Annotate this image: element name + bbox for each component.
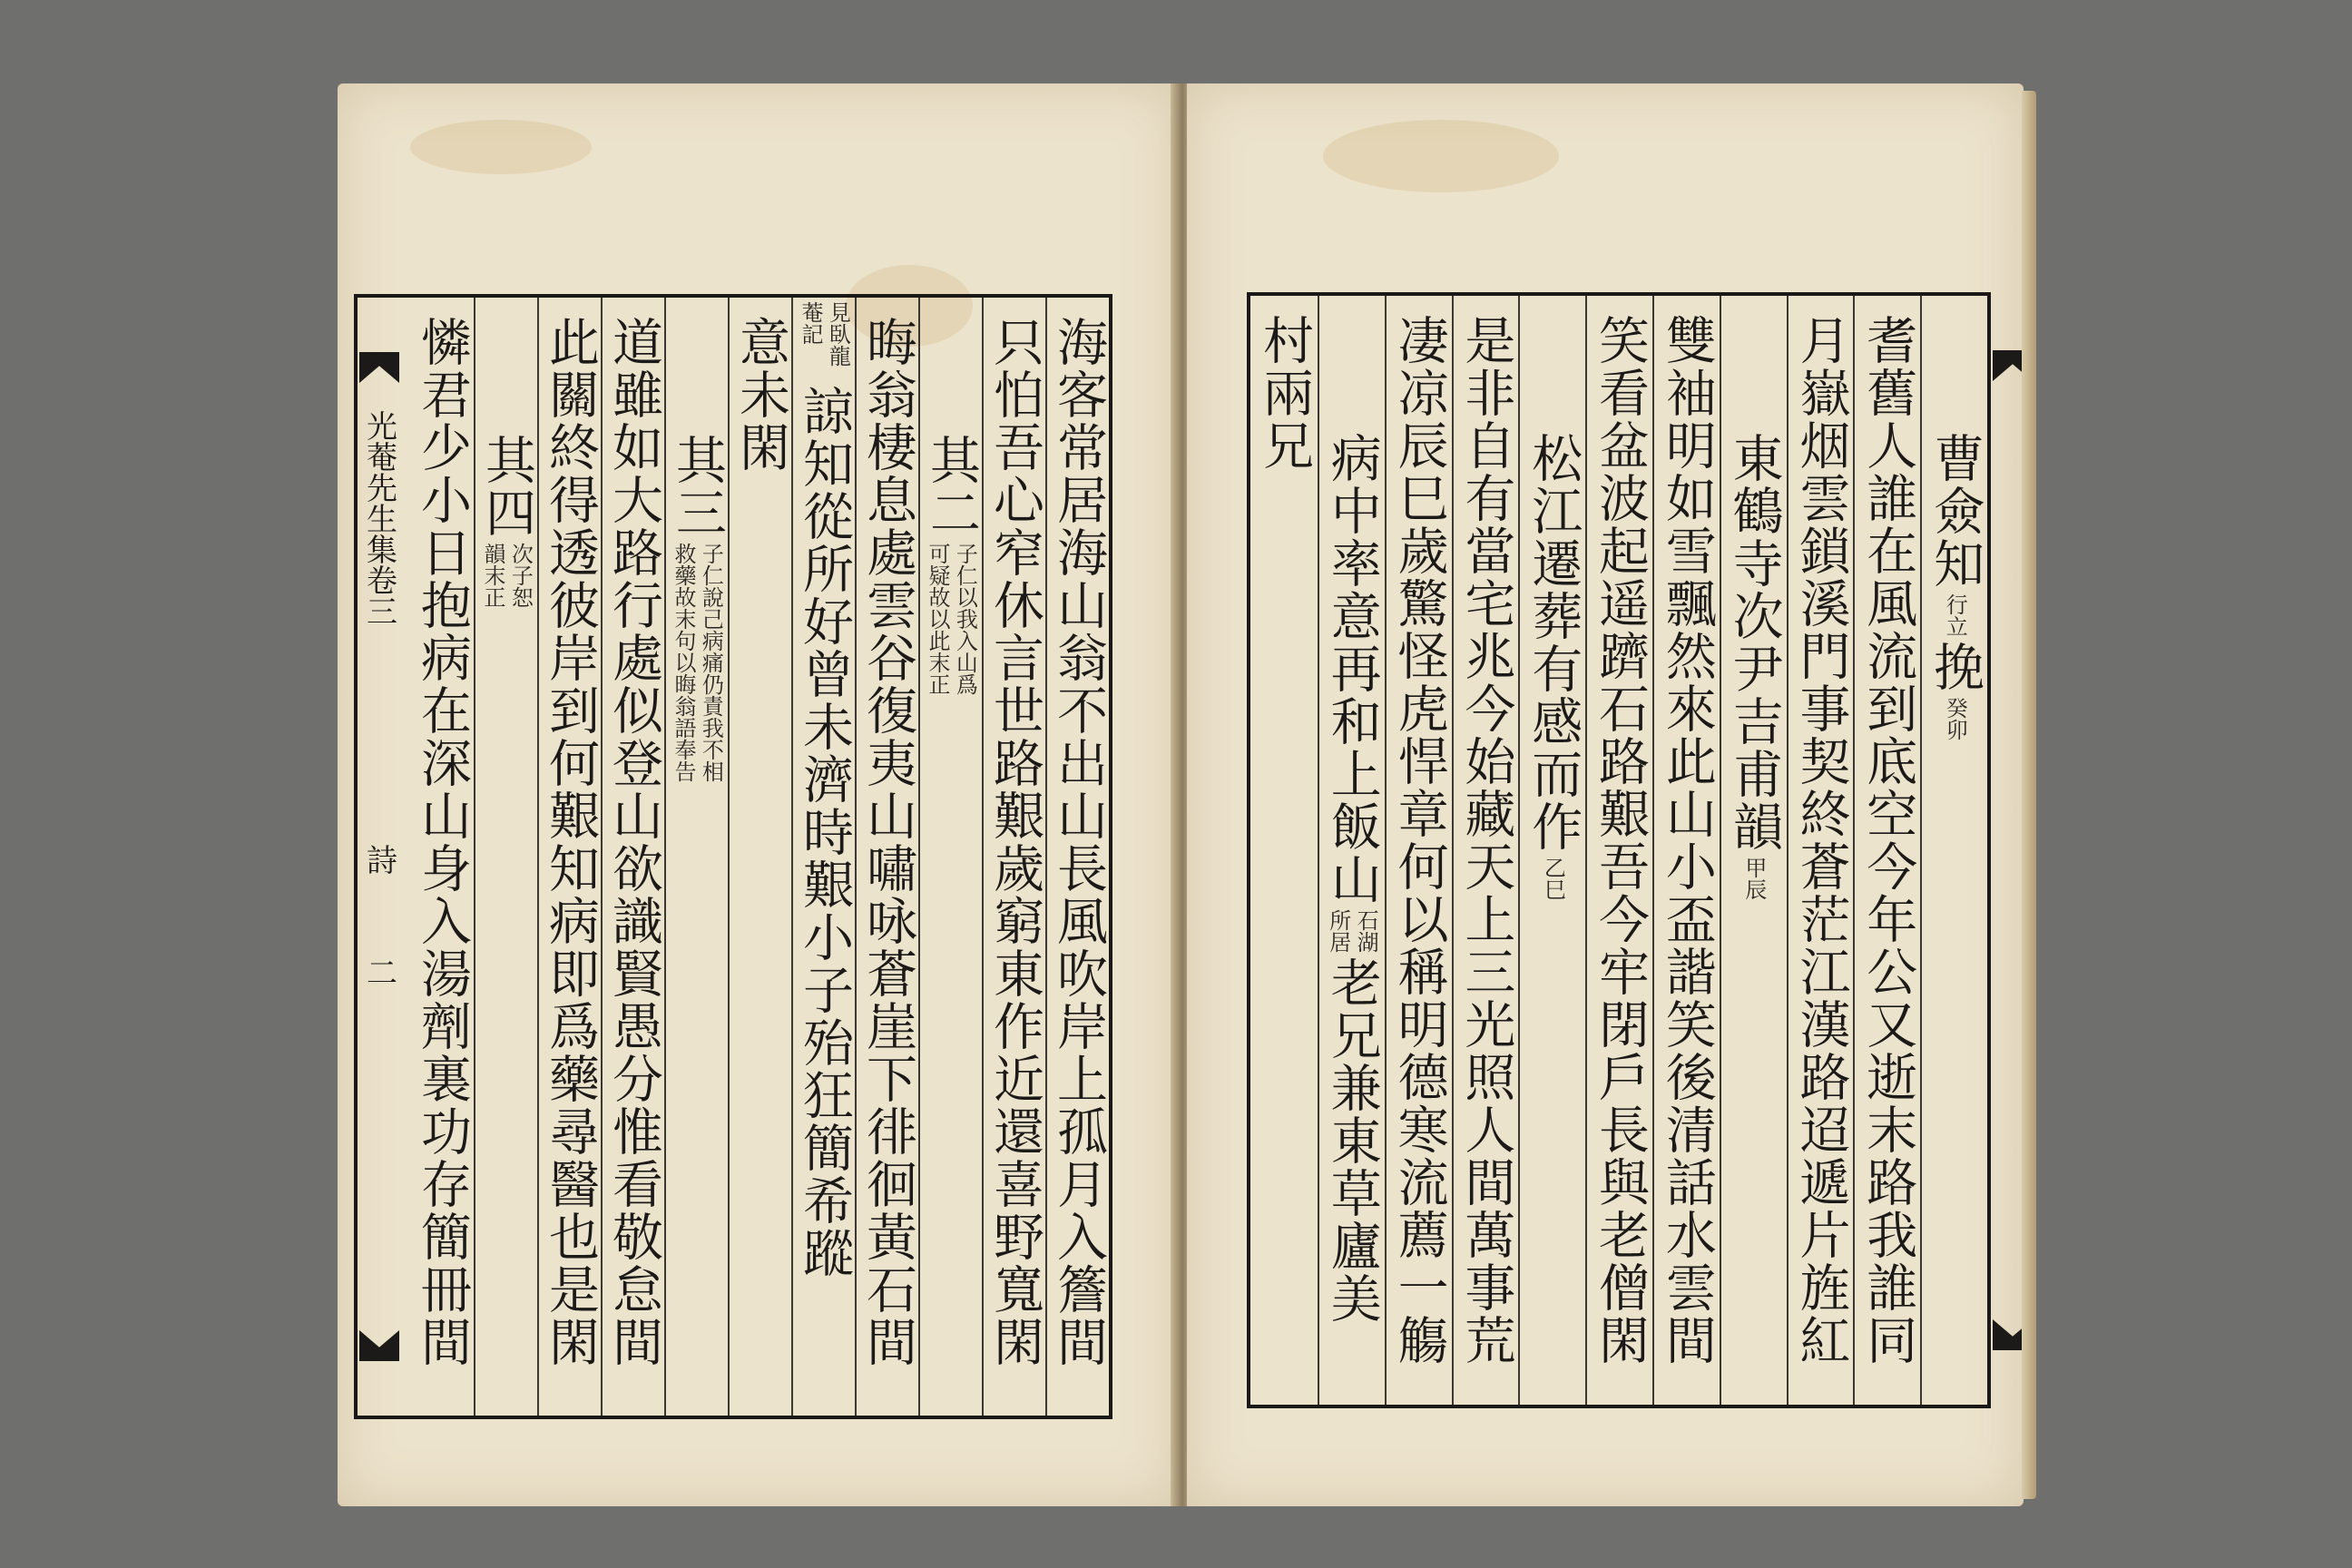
note-text: 乙巳: [1540, 857, 1566, 900]
column-text: 月嶽烟雲鎖溪門事契終蒼茫江漢路迢遞片旌紅: [1791, 314, 1851, 1367]
left-page-column: [664, 298, 728, 1416]
interlinear-note: [1943, 593, 1966, 637]
note-text: 可疑故以此末正: [925, 543, 950, 695]
left-page-column: [474, 298, 537, 1416]
right-page-column: [1385, 296, 1452, 1405]
right-page-column: [1452, 296, 1519, 1405]
left-page-column: [791, 298, 855, 1416]
left-page-column: [1045, 298, 1109, 1416]
open-book: [338, 83, 2024, 1506]
right-page: [1187, 83, 2024, 1506]
note-text: 石湖: [1353, 909, 1379, 953]
column-text: 是非自有當宅兆今始藏天上三光照人間萬事荒: [1456, 314, 1516, 1367]
column-text: 雙袖明如雪飄然來此山小盃諧笑後清話水雲間: [1657, 314, 1717, 1367]
page-edge: [2022, 91, 2036, 1499]
column-text: 凄凉辰巳歲驚怪虎悍章何以稱明德寒流薦一觴: [1389, 314, 1449, 1367]
right-page-column: [1318, 296, 1385, 1405]
column-text: 憐君少小日抱病在深山身入湯劑裏功存簡冊間: [413, 316, 472, 1368]
interlinear-note: [1741, 857, 1765, 900]
column-text: 曹僉知: [1926, 432, 1985, 590]
column-text: 意未閑: [731, 316, 790, 474]
right-page-column: [1920, 296, 1987, 1405]
column-text: 其三: [668, 434, 727, 539]
interlinear-note: [671, 543, 723, 782]
banxin-page-number: 二: [360, 956, 397, 987]
column-text: 道雖如大路行處似登山欲識賢愚分惟看敬怠間: [604, 316, 663, 1368]
interlinear-note: [799, 301, 850, 367]
note-text: 癸卯: [1942, 697, 1968, 740]
left-page-column: [728, 298, 791, 1416]
interlinear-note: [481, 543, 533, 608]
note-text: 菴記: [798, 301, 823, 345]
column-text: 松江遷葬有感而作: [1524, 432, 1583, 853]
column-text: 村兩兄: [1254, 314, 1314, 472]
column-text: 病中率意再和上飯山: [1322, 432, 1382, 906]
note-text: 所居: [1325, 909, 1351, 953]
column-text-tail: 老兄兼東草廬美: [1322, 956, 1382, 1325]
fishtail-mark-bottom: [359, 1330, 399, 1361]
left-page-column: [855, 298, 918, 1416]
column-text: 其二: [922, 434, 981, 539]
column-text: 其四: [477, 434, 536, 539]
banxin-section: 詩: [360, 844, 397, 875]
right-page-column: [1720, 296, 1787, 1405]
left-page-column: [410, 298, 474, 1416]
left-text-frame: [354, 294, 1112, 1419]
fishtail-mark-top: [359, 352, 399, 383]
banxin-title: 光菴先生集卷三: [360, 410, 397, 626]
note-text: 次子恕: [507, 543, 534, 608]
left-page-column: [918, 298, 982, 1416]
left-page: [338, 83, 1178, 1506]
interlinear-note: [926, 543, 977, 695]
note-text: 見臥龍: [825, 301, 851, 367]
column-text: 耆舊人誰在風流到底空今年公又逝末路我誰同: [1858, 314, 1918, 1367]
right-page-column: [1652, 296, 1720, 1405]
column-text: 諒知從所好曾未濟時艱小子殆狂簡希蹤: [795, 385, 854, 1279]
right-page-column: [1250, 296, 1318, 1405]
column-text: 東鶴寺次尹吉甫韻: [1724, 432, 1784, 853]
interlinear-note: [1326, 909, 1377, 953]
note-text: 行立: [1942, 593, 1968, 637]
left-page-column: [537, 298, 601, 1416]
right-page-column: [1787, 296, 1854, 1405]
column-text: 笑看盆波起遥躋石路艱吾今牢閉戶長與老僧閑: [1591, 314, 1651, 1367]
right-page-column: [1585, 296, 1652, 1405]
right-page-column: [1518, 296, 1585, 1405]
note-text: 救藥故末句以晦翁語奉告: [671, 543, 696, 782]
note-text: 韻末正: [480, 543, 505, 608]
banxin: [358, 298, 401, 1416]
left-page-column: [601, 298, 664, 1416]
note-text: 甲辰: [1740, 857, 1767, 900]
right-page-column: [1853, 296, 1920, 1405]
note-text: 子仁說己病痛仍責我不相: [698, 543, 724, 782]
note-text: 子仁以我入山爲: [952, 543, 978, 695]
left-page-column: [982, 298, 1045, 1416]
column-text: 海客常居海山翁不出山長風吹岸上孤月入簷間: [1049, 316, 1108, 1368]
interlinear-note: [1943, 697, 1966, 740]
column-text: 此關終得透彼岸到何艱知病即爲藥尋醫也是閑: [541, 316, 600, 1368]
column-text-tail: 挽: [1926, 641, 1985, 693]
column-text: 晦翁棲息處雲谷復夷山嘯咏蒼崖下徘徊黃石間: [858, 316, 917, 1368]
column-text: 只怕吾心窄休言世路艱歲窮東作近還喜野寬閑: [985, 316, 1044, 1368]
right-text-frame: [1247, 292, 1991, 1408]
interlinear-note: [1541, 857, 1564, 900]
